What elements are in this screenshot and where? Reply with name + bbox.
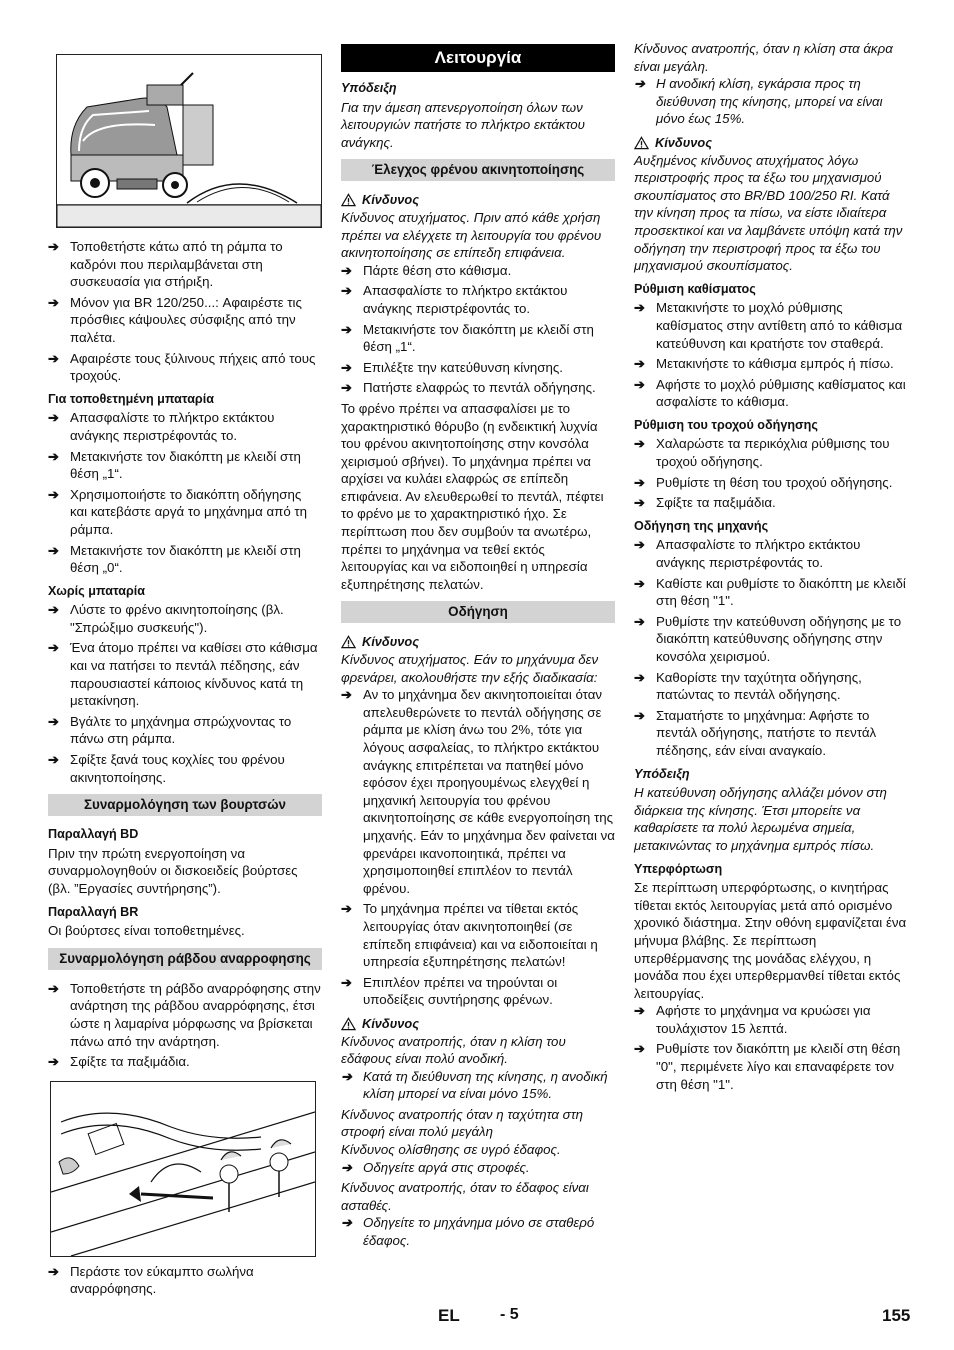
arrow-right-icon: ➔ — [341, 1159, 352, 1175]
arrow-right-icon: ➔ — [48, 410, 59, 426]
arrow-right-icon: ➔ — [48, 713, 59, 729]
danger-heading: Κίνδυνος — [341, 633, 615, 651]
arrow-right-icon: ➔ — [48, 640, 59, 656]
arrow-right-icon: ➔ — [634, 300, 645, 316]
page-number: 155 — [882, 1306, 911, 1325]
list-item: ➔ Μετακινήστε τον διακόπτη με κλειδί στη θέση „0“. — [48, 542, 301, 576]
list-item: ➔ Αφήστε το μοχλό ρύθμισης καθίσματος και ασφαλίστε το κάθισμα. — [634, 376, 906, 410]
column-3 — [634, 40, 910, 1096]
subheading-drive: Οδήγηση της μηχανής — [634, 518, 769, 533]
warning-triangle-icon — [341, 1017, 356, 1031]
arrow-right-icon: ➔ — [341, 380, 352, 396]
list-item: ➔ Αν το μηχάνημα δεν ακινητοποιείται όταν απελευθερώνετε το πεντάλ οδήγησης σε ράμπα με κλίση άνω του 2%, τότε για λόγους ασφαλείας, το πλήκτρο εκτάκτου ανάγκης επιτρέπεται να πατηθεί μόνο εφόσον έχει προηγουμένως ελεγχθεί η μηχανική λειτουργία του φρένου ακινητοποίησης σε κάθε ενεργοποίηση της μηχανής. Εάν το μηχάνημα δεν φαίνεται να φρενάρει ικανοποιητικά, πρέπει να χρησιμοποιηθεί επιπλέον το πεντάλ φρένου. — [341, 687, 615, 896]
list-item: ➔ Τοποθετήστε τη ράβδο αναρρόφησης στην ανάρτηση της ράβδου αναρρόφησης, έτσι ώστε η λαμαρίνα μόρφωσης να βρίσκεται πάνω από την ανάρτηση. — [48, 980, 321, 1049]
subheading-wheel: Ρύθμιση του τροχού οδήγησης — [634, 417, 818, 432]
section-bar-brake: Έλεγχος φρένου ακινητοποίησης — [341, 159, 615, 181]
list-item: ➔ Μετακινήστε το μοχλό ρύθμισης καθίσματος στην αντίθετη από το κάθισμα κατεύθυνση και κρατήστε τον σταθερά. — [634, 300, 903, 351]
arrow-right-icon: ➔ — [341, 359, 352, 375]
list-item: ➔ Σφίξτε τα παξιμάδια. — [634, 495, 776, 511]
arrow-right-icon: ➔ — [48, 294, 59, 310]
note-heading: Υπόδειξη — [634, 766, 690, 781]
list-item: ➔ Απασφαλίστε το πλήκτρο εκτάκτου ανάγκης περιστρέφοντάς το. — [341, 283, 568, 316]
figure-suction-bar — [50, 1081, 316, 1257]
list-item: ➔ Μόνον για BR 120/250...: Αφαιρέστε τις πρόσθιες κάψουλες σύσφιξης από την παλέτα. — [48, 294, 302, 345]
arrow-right-icon: ➔ — [341, 283, 352, 299]
arrow-right-icon: ➔ — [634, 495, 645, 511]
arrow-right-icon: ➔ — [341, 321, 352, 337]
arrow-right-icon: ➔ — [341, 687, 352, 703]
arrow-right-icon: ➔ — [634, 613, 645, 629]
list-item: ➔ Χρησιμοποιήστε το διακόπτη οδήγησης και κατεβάστε αργά το μηχάνημα από τη ράμπα. — [48, 486, 308, 537]
arrow-right-icon: ➔ — [634, 1041, 645, 1057]
danger-text: Κίνδυνος ατυχήματος. Εάν το μηχάνυμα δεν φρενάρει, ακολουθήστε την εξής διαδικασία: — [341, 652, 599, 685]
list-item: ➔ Πάρτε θέση στο κάθισμα. — [341, 262, 512, 278]
subheading-overload: Υπερφόρτωση — [634, 861, 723, 876]
danger-text: Κίνδυνος ανατροπής, όταν η κλίση στα άκρα είναι μεγάλη. — [634, 41, 893, 74]
list-item: ➔ Καθίστε και ρυθμίστε το διακόπτη με κλειδί στη θέση "1". — [634, 575, 906, 609]
section-title: Λειτουργία — [341, 44, 615, 72]
arrow-right-icon: ➔ — [634, 537, 645, 553]
arrow-right-icon: ➔ — [634, 356, 645, 372]
footer-language: EL — [438, 1306, 460, 1325]
figure-machine-on-ramp — [56, 54, 322, 228]
danger-heading: Κίνδυνος — [341, 1015, 615, 1033]
section-bar-brushes: Συναρμολόγηση των βουρτσών — [48, 794, 322, 816]
footer-section: - 5 — [500, 1306, 519, 1323]
list-item: ➔ Λύστε το φρένο ακινητοποίησης (βλ. "Σπρώξιμο συσκευής"). — [48, 602, 284, 635]
list-item: ➔ Τοποθετήστε κάτω από τη ράμπα το καδρόνι που περιλαμβάνεται στη συσκευασία για στήριξη. — [48, 239, 283, 290]
warning-triangle-icon — [341, 635, 356, 649]
arrow-right-icon: ➔ — [634, 575, 645, 591]
warning-triangle-icon — [341, 193, 356, 207]
danger-text: Κίνδυνος ανατροπής, όταν η κλίση του εδάφους είναι πολύ ανοδική. — [341, 1033, 566, 1067]
arrow-right-icon: ➔ — [634, 669, 645, 685]
list-item: ➔ Πατήστε ελαφρώς το πεντάλ οδήγησης. — [341, 380, 596, 396]
list-item: ➔ Χαλαρώστε τα περικόχλια ρύθμισης του τροχού οδήγησης. — [634, 436, 890, 470]
arrow-right-icon: ➔ — [634, 1003, 645, 1019]
list-item: ➔ Οδηγείτε το μηχάνημα μόνο σε σταθερό έδαφος. — [341, 1215, 595, 1249]
list-item: ➔ Ρυθμίστε τη θέση του τροχού οδήγησης. — [634, 474, 893, 490]
list-item: ➔ Οδηγείτε αργά στις στροφές. — [341, 1159, 530, 1175]
subheading-no-battery: Χωρίς μπαταρία — [48, 583, 145, 598]
list-item: ➔ Το μηχάνημα πρέπει να τίθεται εκτός λειτουργίας όταν ακινητοποιηθεί (σε επίπεδη επιφάνεια) και να ειδοποιείται η υπηρεσία εξυπηρέτησης πελατών! — [341, 901, 598, 970]
arrow-right-icon: ➔ — [341, 974, 352, 990]
text-bd: Πριν την πρώτη ενεργοποίηση να συναρμολογηθούν οι δισκοειδείς βούρτσες (βλ. ”Εργασίες συντήρησης”). — [48, 845, 298, 896]
list-item: ➔ Καθορίστε την ταχύτητα οδήγησης, πατώντας το πεντάλ οδήγησης. — [634, 669, 862, 703]
arrow-right-icon: ➔ — [634, 376, 645, 392]
note-heading: Υπόδειξη — [341, 81, 397, 95]
list-item: ➔ Βγάλτε το μηχάνημα σπρώχνοντας το πάνω στη ράμπα. — [48, 713, 292, 747]
arrow-right-icon: ➔ — [48, 486, 59, 502]
danger-heading: Κίνδυνος — [634, 134, 910, 152]
suction-bar-drawing — [51, 1082, 315, 1256]
machine-ramp-drawing — [57, 55, 321, 227]
danger-text: Κίνδυνος ατυχήματος. Πριν από κάθε χρήση πρέπει να ελέγχετε τη λειτουργία του φρένου ακινητοποίησης σε επίπεδη επιφάνεια. — [341, 209, 602, 261]
column-1 — [48, 44, 322, 1301]
list-item: ➔ Κατά τη διεύθυνση της κίνησης, η ανοδική κλίση μπορεί να είναι μόνο 15%. — [341, 1068, 608, 1102]
list-item: ➔ Μετακινήστε τον διακόπτη με κλειδί στη θέση „1“. — [48, 448, 301, 482]
danger-heading: Κίνδυνος — [341, 191, 615, 209]
list-item: ➔ Η ανοδική κλίση, εγκάρσια προς τη διεύθυνση της κίνησης, μπορεί να είναι μόνο έως 15%. — [634, 76, 883, 127]
arrow-right-icon: ➔ — [341, 1215, 352, 1231]
overload-text: Σε περίπτωση υπερφόρτωσης, ο κινητήρας τίθεται εκτός λειτουργίας μετά από ορισμένο χρονικό διάστημα. Στην οθόνη εμφανίζεται ένα μήνυμα βλάβης. Σε περίπτωση υπερθέρμανσης της μονάδας ελέγχου, η μονάδα που έχει υπερθερμανθεί τίθεται εκτός λειτουργίας. — [634, 880, 907, 1001]
arrow-right-icon: ➔ — [634, 76, 645, 92]
danger-text: Κίνδυνος ολίσθησης σε υγρό έδαφος. — [341, 1142, 561, 1158]
arrow-right-icon: ➔ — [634, 474, 645, 490]
list-item: ➔ Επιπλέον πρέπει να τηρούνται οι υποδείξεις συντήρησης φρένων. — [341, 974, 558, 1008]
danger-text: Αυξημένος κίνδυνος ατυχήματος λόγω περιστροφής προς τα έξω του μηχανισμού σκουπίσματος στο BR/BD 100/250 RI. Κατά την κίνηση προς τα πίσω, να είστε ιδιαίτερα προσεκτικοί και να λαμβάνετε υπόψη κατά την οδήγηση την περιστροφή προς τα έξω του μηχανισμού σκουπίσματος. — [634, 152, 903, 274]
text-br: Οι βούρτσες είναι τοποθετημένες. — [48, 923, 245, 939]
list-item: ➔ Περάστε τον εύκαμπτο σωλήνα αναρρόφησης. — [48, 1263, 254, 1297]
list-item: ➔ Αφαιρέστε τους ξύλινους πήχεις από τους τροχούς. — [48, 350, 316, 384]
brake-text: Το φρένο πρέπει να απασφαλίσει με το χαρακτηριστικό θόρυβο (η ενδεικτική λυχνία του φρένου ακινητοποίησης στην κονσόλα χειρισμού σβήνει). Το μηχάνημα πρέπει να αρχίσει να κυλάει ελαφρώς σε επίπεδη επιφάνεια. Αν ελευθερωθεί το πεντάλ, πέφτει το φρένο με το χαρακτηριστικό ήχο. Σε περίπτωση που δεν συμβούν τα ανωτέρω, πρέπει το μηχάνημα να τεθεί εκτός λειτουργίας και να ειδοποιηθεί η υπηρεσία εξυπηρέτησης πελατών. — [341, 400, 604, 592]
danger-text: Κίνδυνος ανατροπής, όταν το έδαφος είναι ασταθές. — [341, 1180, 589, 1213]
arrow-right-icon: ➔ — [341, 262, 352, 278]
list-item: ➔ Ρυθμίστε την κατεύθυνση οδήγησης με το διακόπτη κατεύθυνσης οδήγησης στην κονσόλα χειρισμού. — [634, 613, 902, 664]
arrow-right-icon: ➔ — [634, 436, 645, 452]
warning-triangle-icon — [634, 136, 649, 150]
list-item: ➔ Ρυθμίστε τον διακόπτη με κλειδί στη θέση "0", περιμένετε λίγο και επαναφέρετε τον στη θέση "1". — [634, 1041, 901, 1092]
arrow-right-icon: ➔ — [48, 752, 59, 768]
arrow-right-icon: ➔ — [341, 901, 352, 917]
section-bar-suction: Συναρμολόγηση ράβδου αναρροφησης — [48, 948, 322, 970]
subheading-battery: Για τοποθετημένη μπαταρία — [48, 391, 214, 406]
subheading-seat: Ρύθμιση καθίσματος — [634, 281, 756, 296]
subheading-bd: Παραλλαγή BD — [48, 827, 139, 842]
list-item: ➔ Αφήστε το μηχάνημα να κρυώσει για τουλάχιστον 15 λεπτά. — [634, 1003, 871, 1036]
note-text: Η κατεύθυνση οδήγησης αλλάζει μόνον στη διάρκεια της κίνησης. Έτσι μπορείτε να καθαρίσετε τα πολύ λερωμένα σημεία, μετακινώντας το μηχάνημα εμπρός πίσω. — [634, 785, 887, 853]
arrow-right-icon: ➔ — [341, 1068, 352, 1084]
list-item: ➔ Απασφαλίστε το πλήκτρο εκτάκτου ανάγκης περιστρέφοντάς το. — [48, 410, 275, 443]
list-item: ➔ Σφίξτε ξανά τους κοχλίες του φρένου ακινητοποίησης. — [48, 752, 285, 785]
note-text: Για την άμεση απενεργοποίηση όλων των λειτουργιών πατήστε το πλήκτρο εκτάκτου ανάγκης. — [341, 99, 585, 150]
arrow-right-icon: ➔ — [634, 707, 645, 723]
arrow-right-icon: ➔ — [48, 239, 59, 254]
list-item: ➔ Επιλέξτε την κατεύθυνση κίνησης. — [341, 359, 563, 375]
arrow-right-icon: ➔ — [48, 350, 59, 366]
subheading-br: Παραλλαγή BR — [48, 904, 139, 919]
column-2 — [341, 44, 615, 1253]
arrow-right-icon: ➔ — [48, 448, 59, 464]
arrow-right-icon: ➔ — [48, 980, 59, 996]
arrow-right-icon: ➔ — [48, 542, 59, 558]
arrow-right-icon: ➔ — [48, 602, 59, 618]
list-item: ➔ Μετακινήστε τον διακόπτη με κλειδί στη θέση „1“. — [341, 321, 594, 355]
list-item: ➔ Σταματήστε το μηχάνημα: Αφήστε το πεντάλ οδήγησης, πατήστε το πεντάλ πέδησης, εάν είναι αναγκαίο. — [634, 707, 877, 758]
list-item: ➔ Σφίξτε τα παξιμάδια. — [48, 1054, 190, 1070]
section-bar-drive: Οδήγηση — [341, 601, 615, 623]
list-item: ➔ Ένα άτομο πρέπει να καθίσει στο κάθισμα και να πατήσει το πεντάλ πέδησης, εάν παρουσιαστεί κάποιος κίνδυνος κατά τη μετακίνηση. — [48, 640, 318, 709]
arrow-right-icon: ➔ — [48, 1263, 59, 1279]
list-item: ➔ Μετακινήστε το κάθισμα εμπρός ή πίσω. — [634, 356, 894, 372]
danger-text: Κίνδυνος ανατροπής όταν η ταχύτητα στη στροφή είναι πολύ μεγάλη — [341, 1106, 584, 1140]
list-item: ➔ Απασφαλίστε το πλήκτρο εκτάκτου ανάγκης περιστρέφοντάς το. — [634, 537, 861, 571]
arrow-right-icon: ➔ — [48, 1054, 59, 1070]
